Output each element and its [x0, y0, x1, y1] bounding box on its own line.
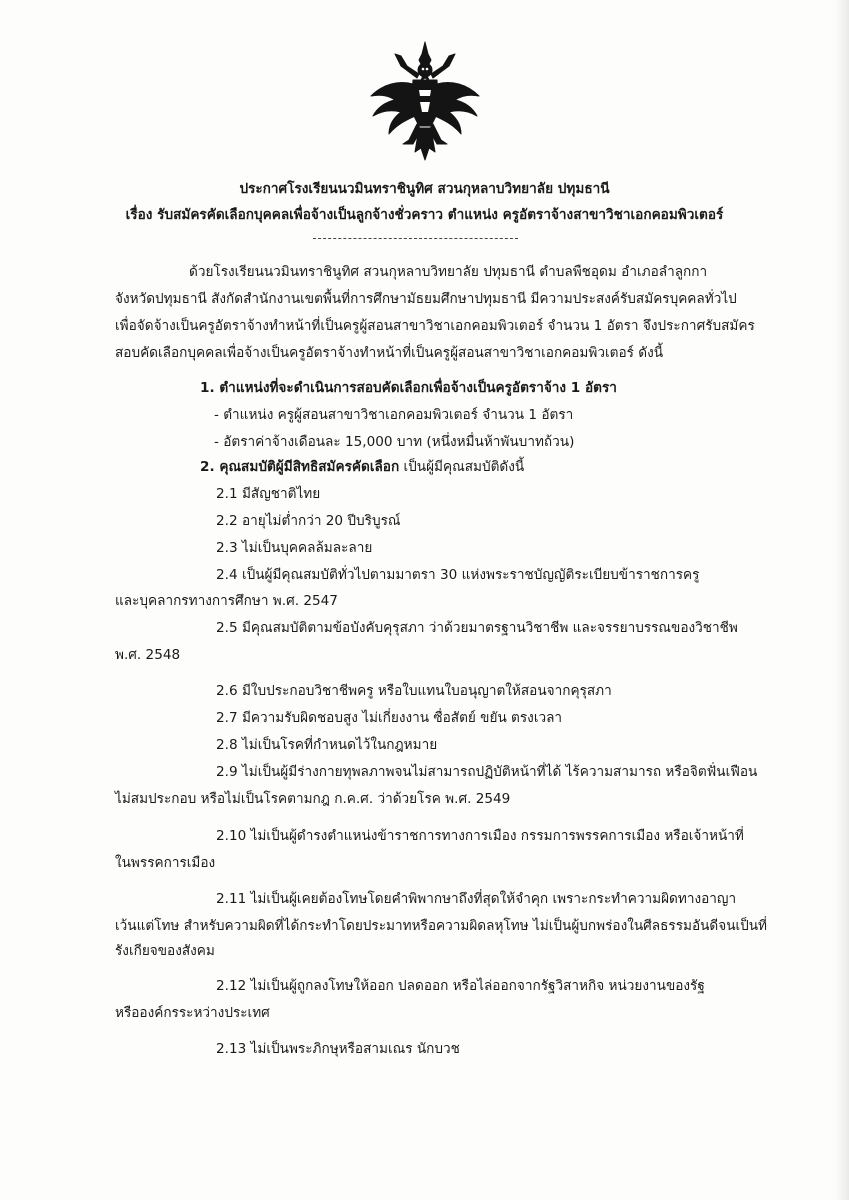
qualification-item: 2.8 ไม่เป็นโรคที่กำหนดไว้ในกฎหมาย — [216, 737, 438, 753]
qualification-item-continuation: เว้นแต่โทษ สำหรับความผิดที่ได้กระทำโดยประมาทหรือความผิดลหุโทษ ไม่เป็นผู้บกพร่องในศีลธรรมอันดีจนเป็นที่ — [115, 918, 768, 934]
intro-line: เพื่อจัดจ้างเป็นครูอัตราจ้างทำหน้าที่เป็นครูผู้สอนสาขาวิชาเอกคอมพิวเตอร์ จำนวน 1 อัตรา จึงประกาศรับสมัคร — [115, 318, 755, 334]
section-2-heading-suffix: เป็นผู้มีคุณสมบัติดังนี้ — [399, 459, 525, 475]
qualification-item: 2.3 ไม่เป็นบุคคลล้มละลาย — [216, 540, 373, 556]
intro-line: ด้วยโรงเรียนนวมินทราชินูทิศ สวนกุหลาบวิทยาลัย ปทุมธานี ตำบลพืชอุดม อำเภอลำลูกกา — [189, 264, 708, 280]
section-1-item: - อัตราค่าจ้างเดือนละ 15,000 บาท (หนึ่งหมื่นห้าพันบาทถ้วน) — [214, 434, 575, 450]
qualification-item-continuation: ในพรรคการเมือง — [115, 855, 216, 871]
section-1-heading: 1. ตำแหน่งที่จะดำเนินการสอบคัดเลือกเพื่อจ้างเป็นครูอัตราจ้าง 1 อัตรา — [200, 380, 617, 396]
qualification-item: 2.11 ไม่เป็นผู้เคยต้องโทษโดยคำพิพากษาถึงที่สุดให้จำคุก เพราะกระทำความผิดทางอาญา — [216, 891, 737, 907]
section-2-heading-label: 2. คุณสมบัติผู้มีสิทธิสมัครคัดเลือก — [200, 459, 400, 475]
qualification-item-continuation: และบุคลากรทางการศึกษา พ.ศ. 2547 — [115, 593, 338, 609]
qualification-item: 2.12 ไม่เป็นผู้ถูกลงโทษให้ออก ปลดออก หรือไล่ออกจากรัฐวิสาหกิจ หน่วยงานของรัฐ — [216, 978, 705, 994]
section-2-heading — [200, 457, 524, 477]
qualification-item: 2.4 เป็นผู้มีคุณสมบัติทั่วไปตามมาตรา 30 แห่งพระราชบัญญัติระเบียบข้าราชการครู — [216, 567, 700, 583]
intro-line: สอบคัดเลือกบุคคลเพื่อจ้างเป็นครูอัตราจ้างทำหน้าที่เป็นครูผู้สอนสาขาวิชาเอกคอมพิวเตอร์ ดังนี้ — [115, 345, 664, 361]
qualification-item-continuation: รังเกียจของสังคม — [115, 943, 215, 959]
qualification-item-continuation: พ.ศ. 2548 — [115, 647, 181, 663]
qualification-item: 2.9 ไม่เป็นผู้มีร่างกายทุพลภาพจนไม่สามารถปฏิบัติหน้าที่ได้ ไร้ความสามารถ หรือจิตฟั่นเฟือน — [216, 764, 758, 780]
qualification-item: 2.1 มีสัญชาติไทย — [216, 486, 321, 502]
qualification-item: 2.10 ไม่เป็นผู้ดำรงตำแหน่งข้าราชการทางการเมือง กรรมการพรรคการเมือง หรือเจ้าหน้าที่ — [216, 828, 744, 844]
qualification-item: 2.2 อายุไม่ต่ำกว่า 20 ปีบริบูรณ์ — [216, 513, 401, 529]
intro-line: จังหวัดปทุมธานี สังกัดสำนักงานเขตพื้นที่การศึกษามัธยมศึกษาปทุมธานี มีความประสงค์รับสมัครบุคคลทั่วไป — [115, 291, 737, 307]
announcement-title: ประกาศโรงเรียนนวมินทราชินูทิศ สวนกุหลาบวิทยาลัย ปทุมธานี — [239, 181, 610, 197]
qualification-item: 2.5 มีคุณสมบัติตามข้อบังคับคุรุสภา ว่าด้วยมาตรฐานวิชาชีพ และจรรยาบรรณของวิชาชีพ — [216, 620, 738, 636]
qualification-item: 2.13 ไม่เป็นพระภิกษุหรือสามเณร นักบวช — [216, 1041, 460, 1057]
qualification-item: 2.6 มีใบประกอบวิชาชีพครู หรือใบแทนใบอนุญาตให้สอนจากคุรุสภา — [216, 683, 612, 699]
announcement-subject: เรื่อง รับสมัครคัดเลือกบุคคลเพื่อจ้างเป็นลูกจ้างชั่วคราว ตำแหน่ง ครูอัตราจ้างสาขาวิชาเอกคอมพิวเตอร์ — [125, 207, 724, 223]
qualification-item-continuation: ไม่สมประกอบ หรือไม่เป็นโรคตามกฎ ก.ค.ศ. ว่าด้วยโรค พ.ศ. 2549 — [115, 791, 511, 807]
qualification-item-continuation: หรือองค์กรระหว่างประเทศ — [115, 1005, 270, 1021]
title-divider — [313, 238, 518, 239]
garuda-emblem-icon — [365, 40, 485, 162]
section-1-item: - ตำแหน่ง ครูผู้สอนสาขาวิชาเอกคอมพิวเตอร์ จำนวน 1 อัตรา — [214, 407, 574, 423]
qualification-item: 2.7 มีความรับผิดชอบสูง ไม่เกี่ยงงาน ซื่อสัตย์ ขยัน ตรงเวลา — [216, 710, 563, 726]
